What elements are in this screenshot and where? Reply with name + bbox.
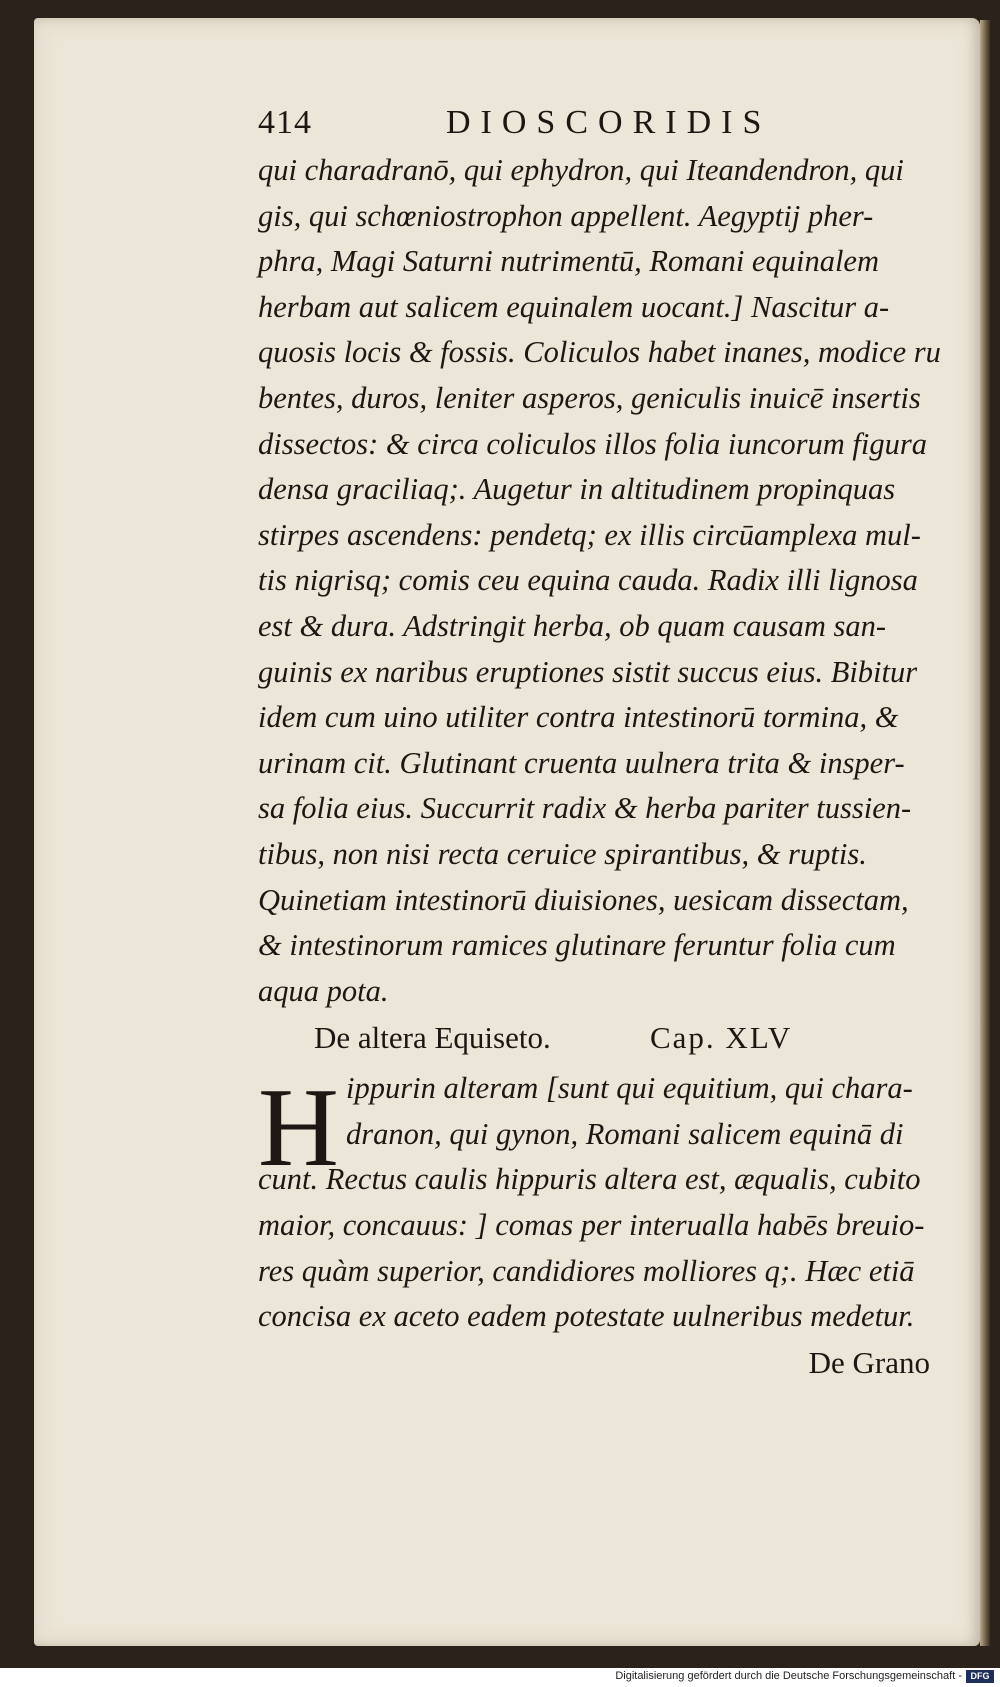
text-line: dissectos: & circa coliculos illos folia iuncorum figura	[258, 426, 927, 461]
text-line: quosis locis & fossis. Coliculos habet inanes, modice ru	[258, 335, 941, 370]
footer-credit: Digitalisierung gefördert durch die Deutsche Forschungsgemeinschaft -	[615, 1670, 962, 1682]
text-line: bentes, duros, leniter asperos, geniculis inuicē insertis	[258, 380, 921, 415]
text-line: tis nigrisq; comis ceu equina cauda. Radix illi lignosa	[258, 563, 918, 598]
text-line: concisa ex aceto eadem potestate uulneribus medetur.	[258, 1299, 915, 1334]
dfg-logo: DFG	[966, 1670, 994, 1683]
text-line: qui charadranō, qui ephydron, qui Iteandendron, qui	[258, 153, 904, 187]
text-line: res quàm superior, candidiores molliores q;. Hæc etiā	[258, 1253, 915, 1288]
text-line: herbam aut salicem equinalem uocant.] Nascitur a-	[258, 289, 890, 324]
text-line: densa graciliaq;. Augetur in altitudinem propinquas	[258, 472, 896, 507]
text-line: ippurin alteram [sunt qui equitium, qui chara-	[346, 1071, 913, 1106]
text-line: & intestinorum ramices glutinare feruntur folia cum	[258, 928, 896, 963]
text-line: stirpes ascendens: pendetq; ex illis circūamplexa mul-	[258, 517, 921, 552]
text-line: Quinetiam intestinorū diuisiones, uesicam dissectam,	[258, 882, 909, 917]
text-line: idem cum uino utiliter contra intestinorū tormina, &	[258, 700, 899, 735]
page-number: 414	[258, 104, 312, 141]
body-text	[258, 148, 941, 1014]
catchword: De Grano	[808, 1344, 930, 1380]
text-line: cunt. Rectus caulis hippuris altera est, æqualis, cubito	[258, 1162, 921, 1197]
chapter-number: Cap. XLV	[650, 1020, 793, 1056]
text-line: est & dura. Adstringit herba, ob quam causam san-	[258, 608, 887, 643]
text-line: gis, qui schœniostrophon appellent. Aegyptij pher-	[258, 198, 874, 233]
chapter-title: De altera Equiseto.	[314, 1020, 551, 1056]
text-block	[258, 104, 941, 1386]
text-line: dranon, qui gynon, Romani salicem equinā di	[346, 1116, 904, 1151]
text-line: sa folia eius. Succurrit radix & herba pariter tussien-	[258, 791, 912, 826]
text-line: phra, Magi Saturni nutrimentū, Romani equinalem	[258, 244, 879, 279]
chapter-heading	[258, 1016, 938, 1066]
page-edge	[980, 20, 990, 1646]
drop-cap: H	[258, 1066, 339, 1191]
digitization-footer	[0, 1668, 1000, 1687]
running-head: DIOSCORIDIS	[446, 104, 772, 141]
chapter-body	[258, 1066, 938, 1340]
text-line: urinam cit. Glutinant cruenta uulnera trita & insper-	[258, 745, 905, 780]
page-header	[258, 104, 938, 148]
text-line: aqua pota.	[258, 973, 389, 1008]
text-line: maior, concauus: ] comas per interualla habēs breuio-	[258, 1208, 925, 1243]
text-line: guinis ex naribus eruptiones sistit succus eius. Bibitur	[258, 654, 918, 689]
text-line: tibus, non nisi recta ceruice spirantibus, & ruptis.	[258, 836, 867, 871]
